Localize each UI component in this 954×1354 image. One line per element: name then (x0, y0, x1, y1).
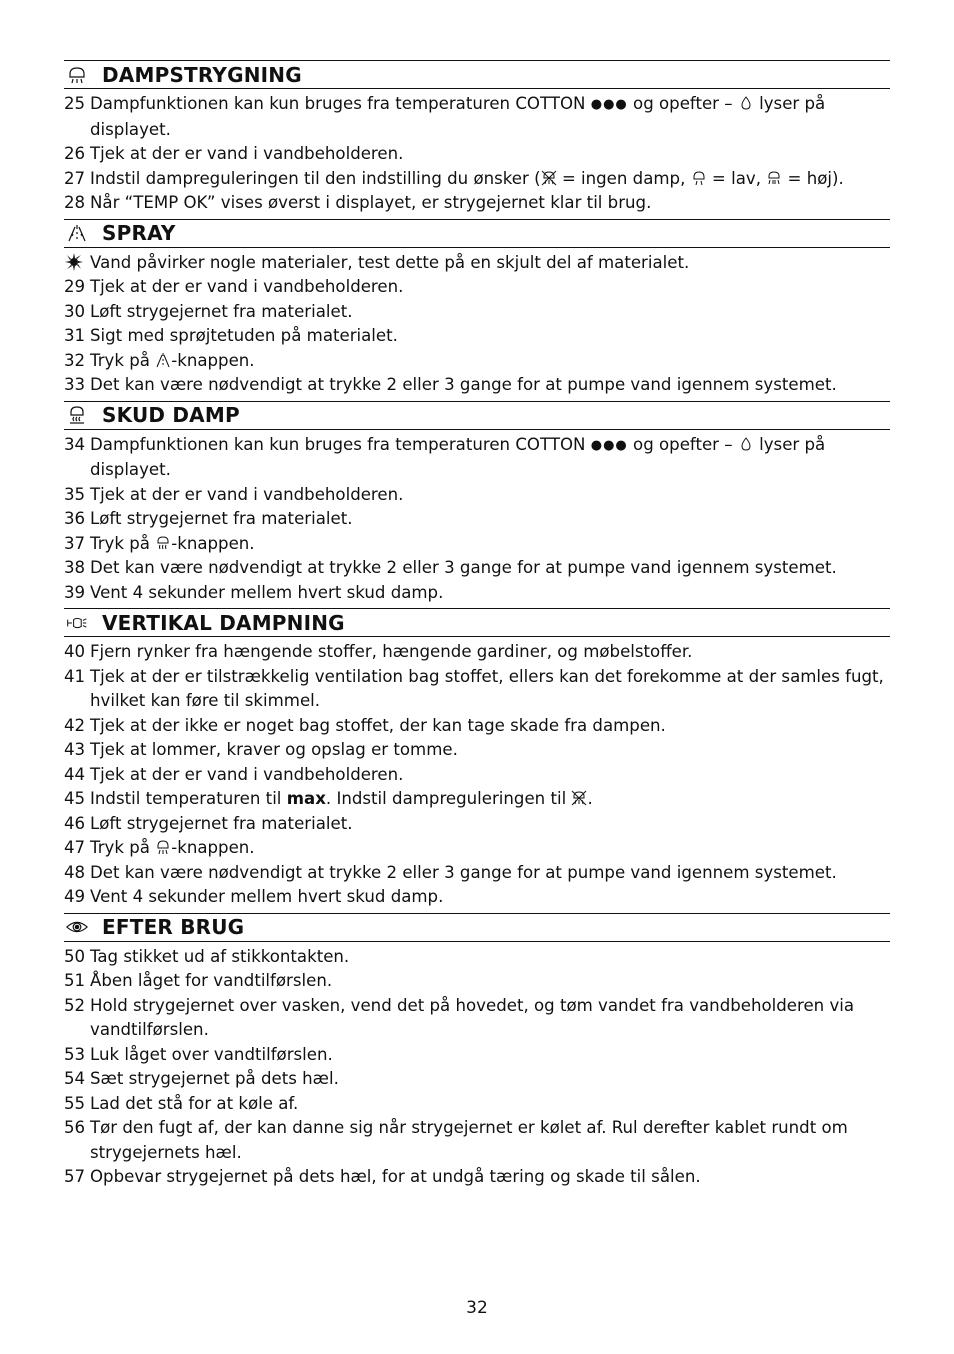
list-item (64, 142, 890, 167)
item-number: 41 (64, 666, 86, 686)
item-text: Tjek at der er vand i vandbeholderen. (90, 277, 404, 296)
list-item (64, 167, 890, 192)
item-text: Tag stikket ud af stikkontakten. (90, 946, 350, 966)
item-text: Tjek at der er vand i vandbeholderen. (90, 144, 404, 163)
low-steam-icon (691, 170, 707, 186)
item-text: Tryk på -knappen. (90, 350, 255, 370)
item-number: 42 (64, 715, 86, 735)
item-text: Tør den fugt af, der kan danne sig når strygejernet er kølet af. Rul derefter kablet rundt om strygejernets hæl. (90, 1118, 848, 1162)
list-item (64, 275, 890, 300)
shot-steam-icon (155, 535, 171, 551)
item-number: 40 (64, 642, 86, 661)
list-item (64, 581, 890, 606)
item-number: 36 (64, 509, 86, 528)
page-number: 32 (466, 1298, 488, 1318)
list-item (64, 507, 890, 532)
warning-text: Vand påvirker nogle materialer, test dette på en skjult del af materialet. (90, 252, 690, 272)
item-text: Løft strygejernet fra materialet. (90, 301, 353, 321)
temperature-dots: ●●● (590, 97, 628, 112)
list-item (64, 373, 890, 398)
list-item (64, 483, 890, 508)
item-number: 38 (64, 558, 86, 577)
section-title: DAMPSTRYGNING (102, 62, 302, 87)
manual-page (64, 60, 890, 1190)
section-vertikal-dampning (64, 608, 890, 913)
list-item (64, 665, 890, 714)
list-item (64, 300, 890, 325)
item-number: 51 (64, 971, 86, 990)
list-item (64, 994, 890, 1043)
item-text: Det kan være nødvendigt at trykke 2 eller 3 gange for at pumpe vand igennem systemet. (90, 862, 837, 882)
item-number: 27 (64, 168, 86, 188)
item-text: Tjek at der ikke er noget bag stoffet, der kan tage skade fra dampen. (90, 715, 666, 735)
section-header (64, 913, 890, 942)
steam-icon (155, 839, 171, 855)
item-text: Løft strygejernet fra materialet. (90, 813, 353, 833)
item-text: Indstil dampreguleringen til den indstilling du ønsker ( = ingen damp, = lav, = høj). (90, 168, 844, 188)
item-number: 54 (64, 1069, 86, 1088)
item-number: 37 (64, 533, 86, 553)
eye-icon (64, 916, 90, 938)
item-text: Sæt strygejernet på dets hæl. (90, 1069, 339, 1088)
section-title: VERTIKAL DAMPNING (102, 610, 345, 635)
warning-note (64, 251, 890, 276)
list-item (64, 714, 890, 739)
item-number: 46 (64, 813, 86, 833)
item-number: 25 (64, 94, 86, 113)
list-item (64, 1067, 890, 1092)
section-efter-brug (64, 913, 890, 1190)
section-title: EFTER BRUG (102, 915, 245, 939)
list-item (64, 640, 890, 665)
list-item (64, 885, 890, 910)
item-number: 48 (64, 862, 86, 882)
list-item (64, 532, 890, 557)
item-number: 52 (64, 995, 86, 1015)
item-text: Løft strygejernet fra materialet. (90, 509, 353, 528)
section-spray (64, 219, 890, 401)
item-text: Lad det stå for at køle af. (90, 1093, 299, 1113)
list-item (64, 1043, 890, 1068)
list-item (64, 945, 890, 970)
item-text: Det kan være nødvendigt at trykke 2 eller 3 gange for at pumpe vand igennem systemet. (90, 558, 837, 577)
item-number: 56 (64, 1118, 86, 1137)
spray-icon (64, 222, 90, 244)
list-item (64, 836, 890, 861)
item-number: 39 (64, 582, 86, 602)
item-number: 57 (64, 1167, 86, 1186)
item-text: Åben låget for vandtilførslen. (90, 971, 333, 990)
item-number: 28 (64, 193, 86, 212)
item-number: 44 (64, 764, 86, 784)
vertical-steam-icon (64, 612, 90, 634)
steam-drop-icon (738, 95, 754, 111)
item-text: Sigt med sprøjtetuden på materialet. (90, 326, 398, 345)
item-text: Tryk på -knappen. (90, 533, 255, 553)
high-steam-icon (766, 170, 782, 186)
item-number: 30 (64, 301, 86, 321)
bold-text: max (286, 789, 326, 808)
item-text: Fjern rynker fra hængende stoffer, hængende gardiner, og møbelstoffer. (90, 642, 693, 661)
list-item (64, 861, 890, 886)
section-dampstrygning (64, 60, 890, 219)
item-number: 47 (64, 838, 86, 857)
no-steam-icon (541, 170, 557, 186)
item-number: 32 (64, 350, 86, 370)
list-item (64, 92, 890, 142)
item-number: 35 (64, 484, 86, 504)
item-number: 29 (64, 277, 86, 296)
item-text: Tjek at der er vand i vandbeholderen. (90, 764, 404, 784)
item-text: Opbevar strygejernet på dets hæl, for at undgå tæring og skade til sålen. (90, 1167, 701, 1186)
item-text: Vent 4 sekunder mellem hvert skud damp. (90, 582, 444, 602)
item-number: 31 (64, 326, 86, 345)
item-text: Det kan være nødvendigt at trykke 2 eller 3 gange for at pumpe vand igennem systemet. (90, 375, 837, 394)
item-text: Dampfunktionen kan kun bruges fra temperaturen COTTON ●●● og opefter – lyser på displayet. (90, 94, 826, 139)
list-item (64, 433, 890, 483)
list-item (64, 556, 890, 581)
section-skud-damp (64, 401, 890, 609)
item-number: 33 (64, 375, 86, 394)
spray-icon (155, 352, 171, 368)
item-text: Hold strygejernet over vasken, vend det på hovedet, og tøm vandet fra vandbeholderen via vandtilførslen. (90, 995, 855, 1039)
steam-icon (64, 64, 90, 86)
item-text: Når “TEMP OK” vises øverst i displayet, er strygejernet klar til brug. (90, 193, 652, 212)
section-header (64, 60, 890, 89)
section-header (64, 219, 890, 248)
list-item (64, 191, 890, 216)
item-number: 34 (64, 434, 86, 454)
list-item (64, 1092, 890, 1117)
item-number: 26 (64, 144, 86, 163)
item-number: 53 (64, 1044, 86, 1064)
item-text: Dampfunktionen kan kun bruges fra temperaturen COTTON ●●● og opefter – lyser på displayet. (90, 434, 826, 479)
section-header (64, 608, 890, 637)
list-item (64, 763, 890, 788)
list-item (64, 812, 890, 837)
item-number: 43 (64, 740, 86, 759)
steam-drop-icon (738, 436, 754, 452)
warning-icon (64, 251, 90, 276)
item-number: 55 (64, 1093, 86, 1113)
item-text: Tjek at lommer, kraver og opslag er tomme. (90, 740, 458, 759)
item-text: Tjek at der er tilstrækkelig ventilation bag stoffet, ellers kan det forekomme at der samles fugt, hvilket kan føre til skimmel. (90, 666, 884, 710)
item-number: 50 (64, 946, 86, 966)
list-item (64, 1165, 890, 1190)
temperature-dots: ●●● (590, 437, 628, 453)
list-item (64, 969, 890, 994)
item-number: 45 (64, 789, 86, 808)
section-header (64, 401, 890, 430)
item-text: Tryk på -knappen. (90, 838, 255, 857)
item-text: Luk låget over vandtilførslen. (90, 1044, 333, 1064)
item-text: Indstil temperaturen til max. Indstil dampreguleringen til . (90, 789, 593, 808)
no-steam-icon (571, 790, 587, 806)
item-text: Vent 4 sekunder mellem hvert skud damp. (90, 887, 444, 906)
list-item (64, 349, 890, 374)
section-title: SPRAY (102, 221, 176, 245)
item-text: Tjek at der er vand i vandbeholderen. (90, 484, 404, 504)
list-item (64, 787, 890, 812)
list-item (64, 738, 890, 763)
section-title: SKUD DAMP (102, 403, 240, 427)
item-number: 49 (64, 887, 86, 906)
list-item (64, 324, 890, 349)
list-item (64, 1116, 890, 1165)
shot-steam-icon (64, 404, 90, 426)
